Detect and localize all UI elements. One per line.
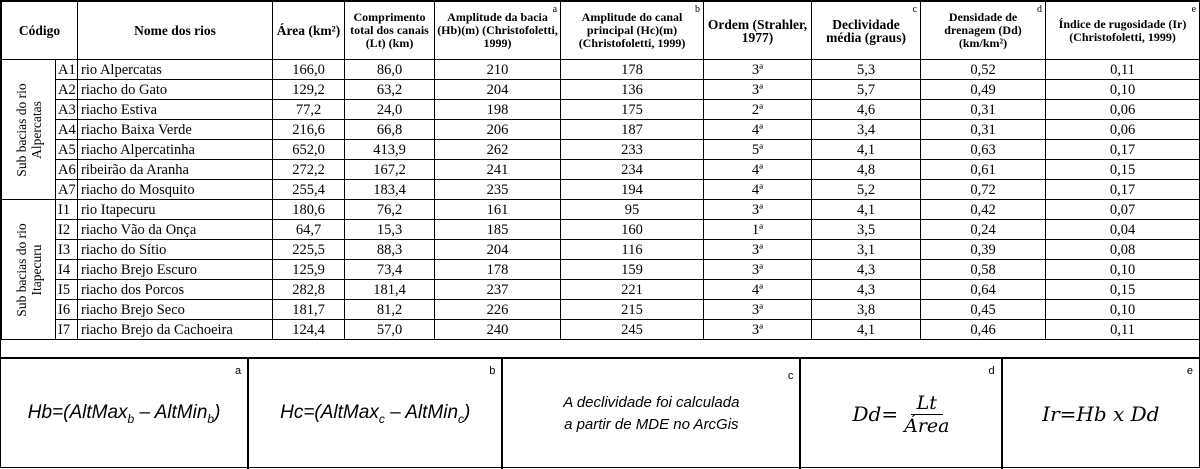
formula-b-sub2: c — [458, 411, 465, 426]
table-row — [2, 200, 1200, 220]
ordem-cell: 5ª — [704, 140, 812, 160]
densidade-cell: 0,45 — [921, 300, 1046, 320]
densidade-cell: 0,46 — [921, 320, 1046, 340]
area-cell: 652,0 — [273, 140, 345, 160]
name-cell: riacho do Sítio — [78, 240, 273, 260]
table-row — [2, 300, 1200, 320]
formula-b-letter: b — [489, 365, 496, 377]
formula-a-sub1: b — [127, 411, 135, 426]
ordem-cell: 3ª — [704, 60, 812, 80]
table-row — [2, 120, 1200, 140]
comprimento-cell: 24,0 — [345, 100, 435, 120]
header-densidade — [921, 2, 1046, 60]
formula-d-lhs: Dd= — [852, 402, 899, 426]
name-cell: riacho do Gato — [78, 80, 273, 100]
hb-cell: 198 — [435, 100, 561, 120]
code-cell: I6 — [56, 300, 78, 320]
formula-a-text — [28, 402, 221, 426]
densidade-cell: 0,31 — [921, 100, 1046, 120]
comprimento-cell: 167,2 — [345, 160, 435, 180]
formula-c-text — [563, 392, 739, 436]
densidade-cell: 0,39 — [921, 240, 1046, 260]
header-nome: Nome dos rios — [78, 2, 273, 60]
area-cell: 124,4 — [273, 320, 345, 340]
rugosidade-cell: 0,11 — [1046, 60, 1200, 80]
code-cell: I3 — [56, 240, 78, 260]
rugosidade-cell: 0,11 — [1046, 320, 1200, 340]
name-cell: riacho Brejo da Cachoeira — [78, 320, 273, 340]
table-row — [2, 220, 1200, 240]
header-rugosidade — [1046, 2, 1200, 60]
hc-cell: 95 — [561, 200, 704, 220]
hb-cell: 204 — [435, 240, 561, 260]
comprimento-cell: 57,0 — [345, 320, 435, 340]
formula-a-mid: – AltMin — [134, 402, 208, 424]
table-row — [2, 100, 1200, 120]
densidade-cell: 0,64 — [921, 280, 1046, 300]
name-cell: riacho Brejo Escuro — [78, 260, 273, 280]
declividade-cell: 3,1 — [812, 240, 921, 260]
hc-cell: 136 — [561, 80, 704, 100]
formula-b-sub1: c — [378, 411, 385, 426]
hb-cell: 241 — [435, 160, 561, 180]
table-row — [2, 60, 1200, 80]
rugosidade-cell: 0,10 — [1046, 300, 1200, 320]
comprimento-cell: 63,2 — [345, 80, 435, 100]
ordem-cell: 3ª — [704, 200, 812, 220]
area-cell: 129,2 — [273, 80, 345, 100]
hb-cell: 235 — [435, 180, 561, 200]
header-amp-bacia — [435, 2, 561, 60]
declividade-cell: 5,3 — [812, 60, 921, 80]
area-cell: 282,8 — [273, 280, 345, 300]
formula-c-line2: a partir de MDE no ArcGis — [564, 416, 739, 433]
densidade-cell: 0,24 — [921, 220, 1046, 240]
rugosidade-cell: 0,10 — [1046, 260, 1200, 280]
hb-cell: 178 — [435, 260, 561, 280]
formula-c — [503, 359, 801, 469]
formula-c-line1: A declividade foi calculada — [563, 394, 740, 411]
rugosidade-cell: 0,17 — [1046, 180, 1200, 200]
comprimento-cell: 181,4 — [345, 280, 435, 300]
formula-a-lhs: Hb=(AltMax — [27, 402, 128, 424]
formula-c-letter: c — [787, 370, 794, 382]
declividade-cell: 4,1 — [812, 200, 921, 220]
hb-cell: 161 — [435, 200, 561, 220]
ordem-cell: 4ª — [704, 160, 812, 180]
formula-strip — [1, 357, 1199, 469]
comprimento-cell: 81,2 — [345, 300, 435, 320]
declividade-cell: 4,3 — [812, 260, 921, 280]
ordem-cell: 4ª — [704, 120, 812, 140]
table-row — [2, 260, 1200, 280]
densidade-cell: 0,49 — [921, 80, 1046, 100]
hc-cell: 221 — [561, 280, 704, 300]
code-cell: A5 — [56, 140, 78, 160]
group-label: Sub bacias do rio Itapecuru — [13, 222, 44, 317]
code-cell: A4 — [56, 120, 78, 140]
code-cell: I4 — [56, 260, 78, 280]
densidade-cell: 0,61 — [921, 160, 1046, 180]
code-cell: I5 — [56, 280, 78, 300]
formula-d — [801, 359, 1002, 469]
table-row — [2, 160, 1200, 180]
densidade-cell: 0,31 — [921, 120, 1046, 140]
morphometric-table — [1, 1, 1200, 340]
area-cell: 180,6 — [273, 200, 345, 220]
header-amp-canal-text: Amplitude do canal principal (Hc)(m) (Christofoletti, 1999) — [578, 10, 686, 50]
ordem-cell: 2ª — [704, 100, 812, 120]
code-cell: A6 — [56, 160, 78, 180]
formula-b — [249, 359, 503, 469]
declividade-cell: 4,1 — [812, 140, 921, 160]
declividade-cell: 3,5 — [812, 220, 921, 240]
comprimento-cell: 86,0 — [345, 60, 435, 80]
code-cell: A7 — [56, 180, 78, 200]
code-cell: A1 — [56, 60, 78, 80]
table-row — [2, 240, 1200, 260]
header-declividade — [812, 2, 921, 60]
header-amp-bacia-text: Amplitude da bacia (Hb)(m) (Christofoletti, 1999) — [437, 10, 558, 50]
formula-a-sub2: b — [207, 411, 215, 426]
area-cell: 216,6 — [273, 120, 345, 140]
table-body — [2, 60, 1200, 340]
area-cell: 255,4 — [273, 180, 345, 200]
table-row — [2, 180, 1200, 200]
ordem-cell: 1ª — [704, 220, 812, 240]
note-marker-e: e — [1191, 4, 1197, 15]
table-row — [2, 320, 1200, 340]
area-cell: 64,7 — [273, 220, 345, 240]
densidade-cell: 0,42 — [921, 200, 1046, 220]
hc-cell: 159 — [561, 260, 704, 280]
code-cell: I7 — [56, 320, 78, 340]
rugosidade-cell: 0,17 — [1046, 140, 1200, 160]
densidade-cell: 0,58 — [921, 260, 1046, 280]
declividade-cell: 4,8 — [812, 160, 921, 180]
header-comprimento: Comprimento total dos canais (Lt) (km) — [345, 2, 435, 60]
note-marker-b: b — [695, 4, 701, 15]
group-label: Sub bacias do rio Alpercatas — [13, 82, 44, 177]
formula-d-fraction — [904, 392, 949, 437]
header-row — [2, 2, 1200, 60]
declividade-cell: 5,2 — [812, 180, 921, 200]
comprimento-cell: 66,8 — [345, 120, 435, 140]
hb-cell: 185 — [435, 220, 561, 240]
code-cell: I1 — [56, 200, 78, 220]
hc-cell: 116 — [561, 240, 704, 260]
formula-a-letter: a — [235, 365, 242, 377]
area-cell: 166,0 — [273, 60, 345, 80]
name-cell: riacho Vão da Onça — [78, 220, 273, 240]
comprimento-cell: 73,4 — [345, 260, 435, 280]
group-label-cell — [2, 60, 56, 200]
hc-cell: 194 — [561, 180, 704, 200]
hc-cell: 187 — [561, 120, 704, 140]
ordem-cell: 3ª — [704, 320, 812, 340]
declividade-cell: 4,3 — [812, 280, 921, 300]
formula-d-letter: d — [988, 365, 995, 377]
table-row — [2, 80, 1200, 100]
rugosidade-cell: 0,04 — [1046, 220, 1200, 240]
formula-e-letter: e — [1186, 365, 1193, 377]
formula-b-lhs: Hc=(AltMax — [280, 402, 379, 424]
ordem-cell: 3ª — [704, 240, 812, 260]
formula-e — [1003, 359, 1199, 469]
name-cell: rio Alpercatas — [78, 60, 273, 80]
name-cell: riacho Brejo Seco — [78, 300, 273, 320]
name-cell: riacho Alpercatinha — [78, 140, 273, 160]
code-cell: A2 — [56, 80, 78, 100]
table-row — [2, 280, 1200, 300]
hb-cell: 262 — [435, 140, 561, 160]
ordem-cell: 3ª — [704, 300, 812, 320]
comprimento-cell: 88,3 — [345, 240, 435, 260]
formula-d-numerator: Lt — [911, 392, 943, 415]
hc-cell: 233 — [561, 140, 704, 160]
hc-cell: 175 — [561, 100, 704, 120]
formula-a-end: ) — [214, 402, 221, 424]
rugosidade-cell: 0,10 — [1046, 80, 1200, 100]
code-cell: I2 — [56, 220, 78, 240]
note-marker-c: c — [912, 4, 918, 15]
comprimento-cell: 413,9 — [345, 140, 435, 160]
hb-cell: 210 — [435, 60, 561, 80]
hb-cell: 204 — [435, 80, 561, 100]
area-cell: 125,9 — [273, 260, 345, 280]
header-declividade-text: Declividade média (graus) — [826, 16, 906, 45]
formula-b-text — [280, 402, 470, 426]
rugosidade-cell: 0,06 — [1046, 100, 1200, 120]
hc-cell: 160 — [561, 220, 704, 240]
formula-b-mid: – AltMin — [384, 402, 459, 424]
hb-cell: 226 — [435, 300, 561, 320]
rugosidade-cell: 0,06 — [1046, 120, 1200, 140]
hc-cell: 234 — [561, 160, 704, 180]
rugosidade-cell: 0,08 — [1046, 240, 1200, 260]
name-cell: riacho dos Porcos — [78, 280, 273, 300]
name-cell: riacho Baixa Verde — [78, 120, 273, 140]
declividade-cell: 3,4 — [812, 120, 921, 140]
ordem-cell: 3ª — [704, 80, 812, 100]
name-cell: ribeirão da Aranha — [78, 160, 273, 180]
ordem-cell: 4ª — [704, 280, 812, 300]
declividade-cell: 3,8 — [812, 300, 921, 320]
hc-cell: 215 — [561, 300, 704, 320]
header-amp-canal — [561, 2, 704, 60]
area-cell: 181,7 — [273, 300, 345, 320]
formula-a — [1, 359, 249, 469]
densidade-cell: 0,52 — [921, 60, 1046, 80]
code-cell: A3 — [56, 100, 78, 120]
area-cell: 77,2 — [273, 100, 345, 120]
rugosidade-cell: 0,15 — [1046, 160, 1200, 180]
hb-cell: 237 — [435, 280, 561, 300]
table-row — [2, 140, 1200, 160]
declividade-cell: 4,1 — [812, 320, 921, 340]
header-ordem: Ordem (Strahler, 1977) — [704, 2, 812, 60]
name-cell: riacho do Mosquito — [78, 180, 273, 200]
densidade-cell: 0,72 — [921, 180, 1046, 200]
densidade-cell: 0,63 — [921, 140, 1046, 160]
comprimento-cell: 15,3 — [345, 220, 435, 240]
group-label-cell — [2, 200, 56, 340]
declividade-cell: 5,7 — [812, 80, 921, 100]
rugosidade-cell: 0,15 — [1046, 280, 1200, 300]
ordem-cell: 3ª — [704, 260, 812, 280]
comprimento-cell: 183,4 — [345, 180, 435, 200]
header-densidade-text: Densidade de drenagem (Dd) (km/km²) — [944, 10, 1022, 50]
name-cell: riacho Estiva — [78, 100, 273, 120]
hb-cell: 240 — [435, 320, 561, 340]
note-marker-a: a — [552, 4, 558, 15]
hc-cell: 178 — [561, 60, 704, 80]
hb-cell: 206 — [435, 120, 561, 140]
formula-e-text: Ir=Hb x Dd — [1042, 402, 1160, 426]
area-cell: 272,2 — [273, 160, 345, 180]
comprimento-cell: 76,2 — [345, 200, 435, 220]
formula-b-end: ) — [464, 402, 471, 424]
header-rugosidade-text: Índice de rugosidade (Ir) (Christofoletti, 1999) — [1058, 16, 1187, 44]
area-cell: 225,5 — [273, 240, 345, 260]
name-cell: rio Itapecuru — [78, 200, 273, 220]
header-codigo: Código — [2, 2, 78, 60]
note-marker-d: d — [1037, 4, 1043, 15]
header-area: Área (km²) — [273, 2, 345, 60]
ordem-cell: 4ª — [704, 180, 812, 200]
rugosidade-cell: 0,07 — [1046, 200, 1200, 220]
declividade-cell: 4,6 — [812, 100, 921, 120]
hc-cell: 245 — [561, 320, 704, 340]
formula-d-denominator: Área — [904, 414, 950, 437]
